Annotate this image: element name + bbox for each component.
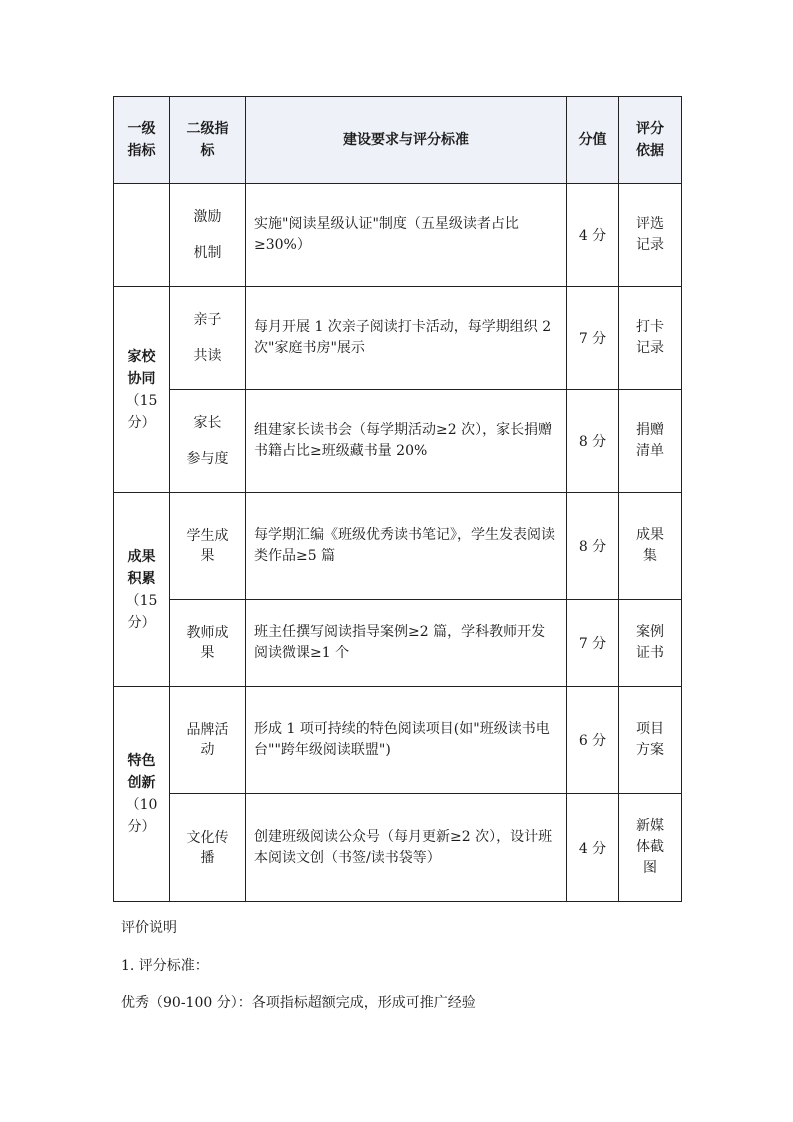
basis-cell: 打卡 记录 [619,287,682,390]
table-row [114,390,682,493]
score-cell: 8 分 [567,390,619,493]
basis-cell: 评选 记录 [619,184,682,287]
level2-cell: 家长 参与度 [170,390,246,493]
level1-cell-achievements: 成果 积累 （15 分） [114,493,170,687]
basis-cell: 新媒 体截 图 [619,794,682,902]
score-cell: 6 分 [567,687,619,794]
table-row [114,287,682,390]
score-cell: 4 分 [567,184,619,287]
header-basis: 评分 依据 [619,97,682,184]
basis-cell: 案例 证书 [619,600,682,687]
evaluation-table-container [113,96,681,902]
header-level1: 一级 指标 [114,97,170,184]
level2-cell: 激励 机制 [170,184,246,287]
header-level2: 二级指 标 [170,97,246,184]
requirement-cell: 每学期汇编《班级优秀读书笔记》，学生发表阅读类作品≥5 篇 [246,493,567,600]
level2-cell: 教师成 果 [170,600,246,687]
basis-cell: 捐赠 清单 [619,390,682,493]
level2-cell: 亲子 共读 [170,287,246,390]
level1-cell-empty [114,184,170,287]
table-row [114,184,682,287]
level1-cell-home-school: 家校 协同 （15 分） [114,287,170,493]
basis-cell: 项目 方案 [619,687,682,794]
requirement-cell: 形成 1 项可持续的特色阅读项目(如"班级读书电台""跨年级阅读联盟") [246,687,567,794]
score-cell: 8 分 [567,493,619,600]
score-cell: 4 分 [567,794,619,902]
notes-heading: 评价说明 [121,920,177,936]
table-row [114,600,682,687]
requirement-cell: 实施"阅读星级认证"制度（五星级读者占比≥30%） [246,184,567,287]
level2-cell: 品牌活 动 [170,687,246,794]
score-cell: 7 分 [567,600,619,687]
requirement-cell: 每月开展 1 次亲子阅读打卡活动，每学期组织 2 次"家庭书房"展示 [246,287,567,390]
requirement-cell: 创建班级阅读公众号（每月更新≥2 次），设计班本阅读文创（书签/读书袋等） [246,794,567,902]
table-row [114,687,682,794]
table-header-row [114,97,682,184]
table-row [114,794,682,902]
header-score: 分值 [567,97,619,184]
notes-item-scoring-standard: 1. 评分标准： [121,958,209,974]
score-cell: 7 分 [567,287,619,390]
level1-cell-innovation: 特色 创新 （10 分） [114,687,170,902]
notes-excellent-level: 优秀（90-100 分）：各项指标超额完成，形成可推广经验 [121,995,476,1011]
table-row [114,493,682,600]
evaluation-table [113,96,682,902]
level2-cell: 学生成 果 [170,493,246,600]
requirement-cell: 班主任撰写阅读指导案例≥2 篇，学科教师开发阅读微课≥1 个 [246,600,567,687]
level2-cell: 文化传 播 [170,794,246,902]
basis-cell: 成果 集 [619,493,682,600]
header-requirement: 建设要求与评分标准 [246,97,567,184]
requirement-cell: 组建家长读书会（每学期活动≥2 次），家长捐赠书籍占比≥班级藏书量 20% [246,390,567,493]
